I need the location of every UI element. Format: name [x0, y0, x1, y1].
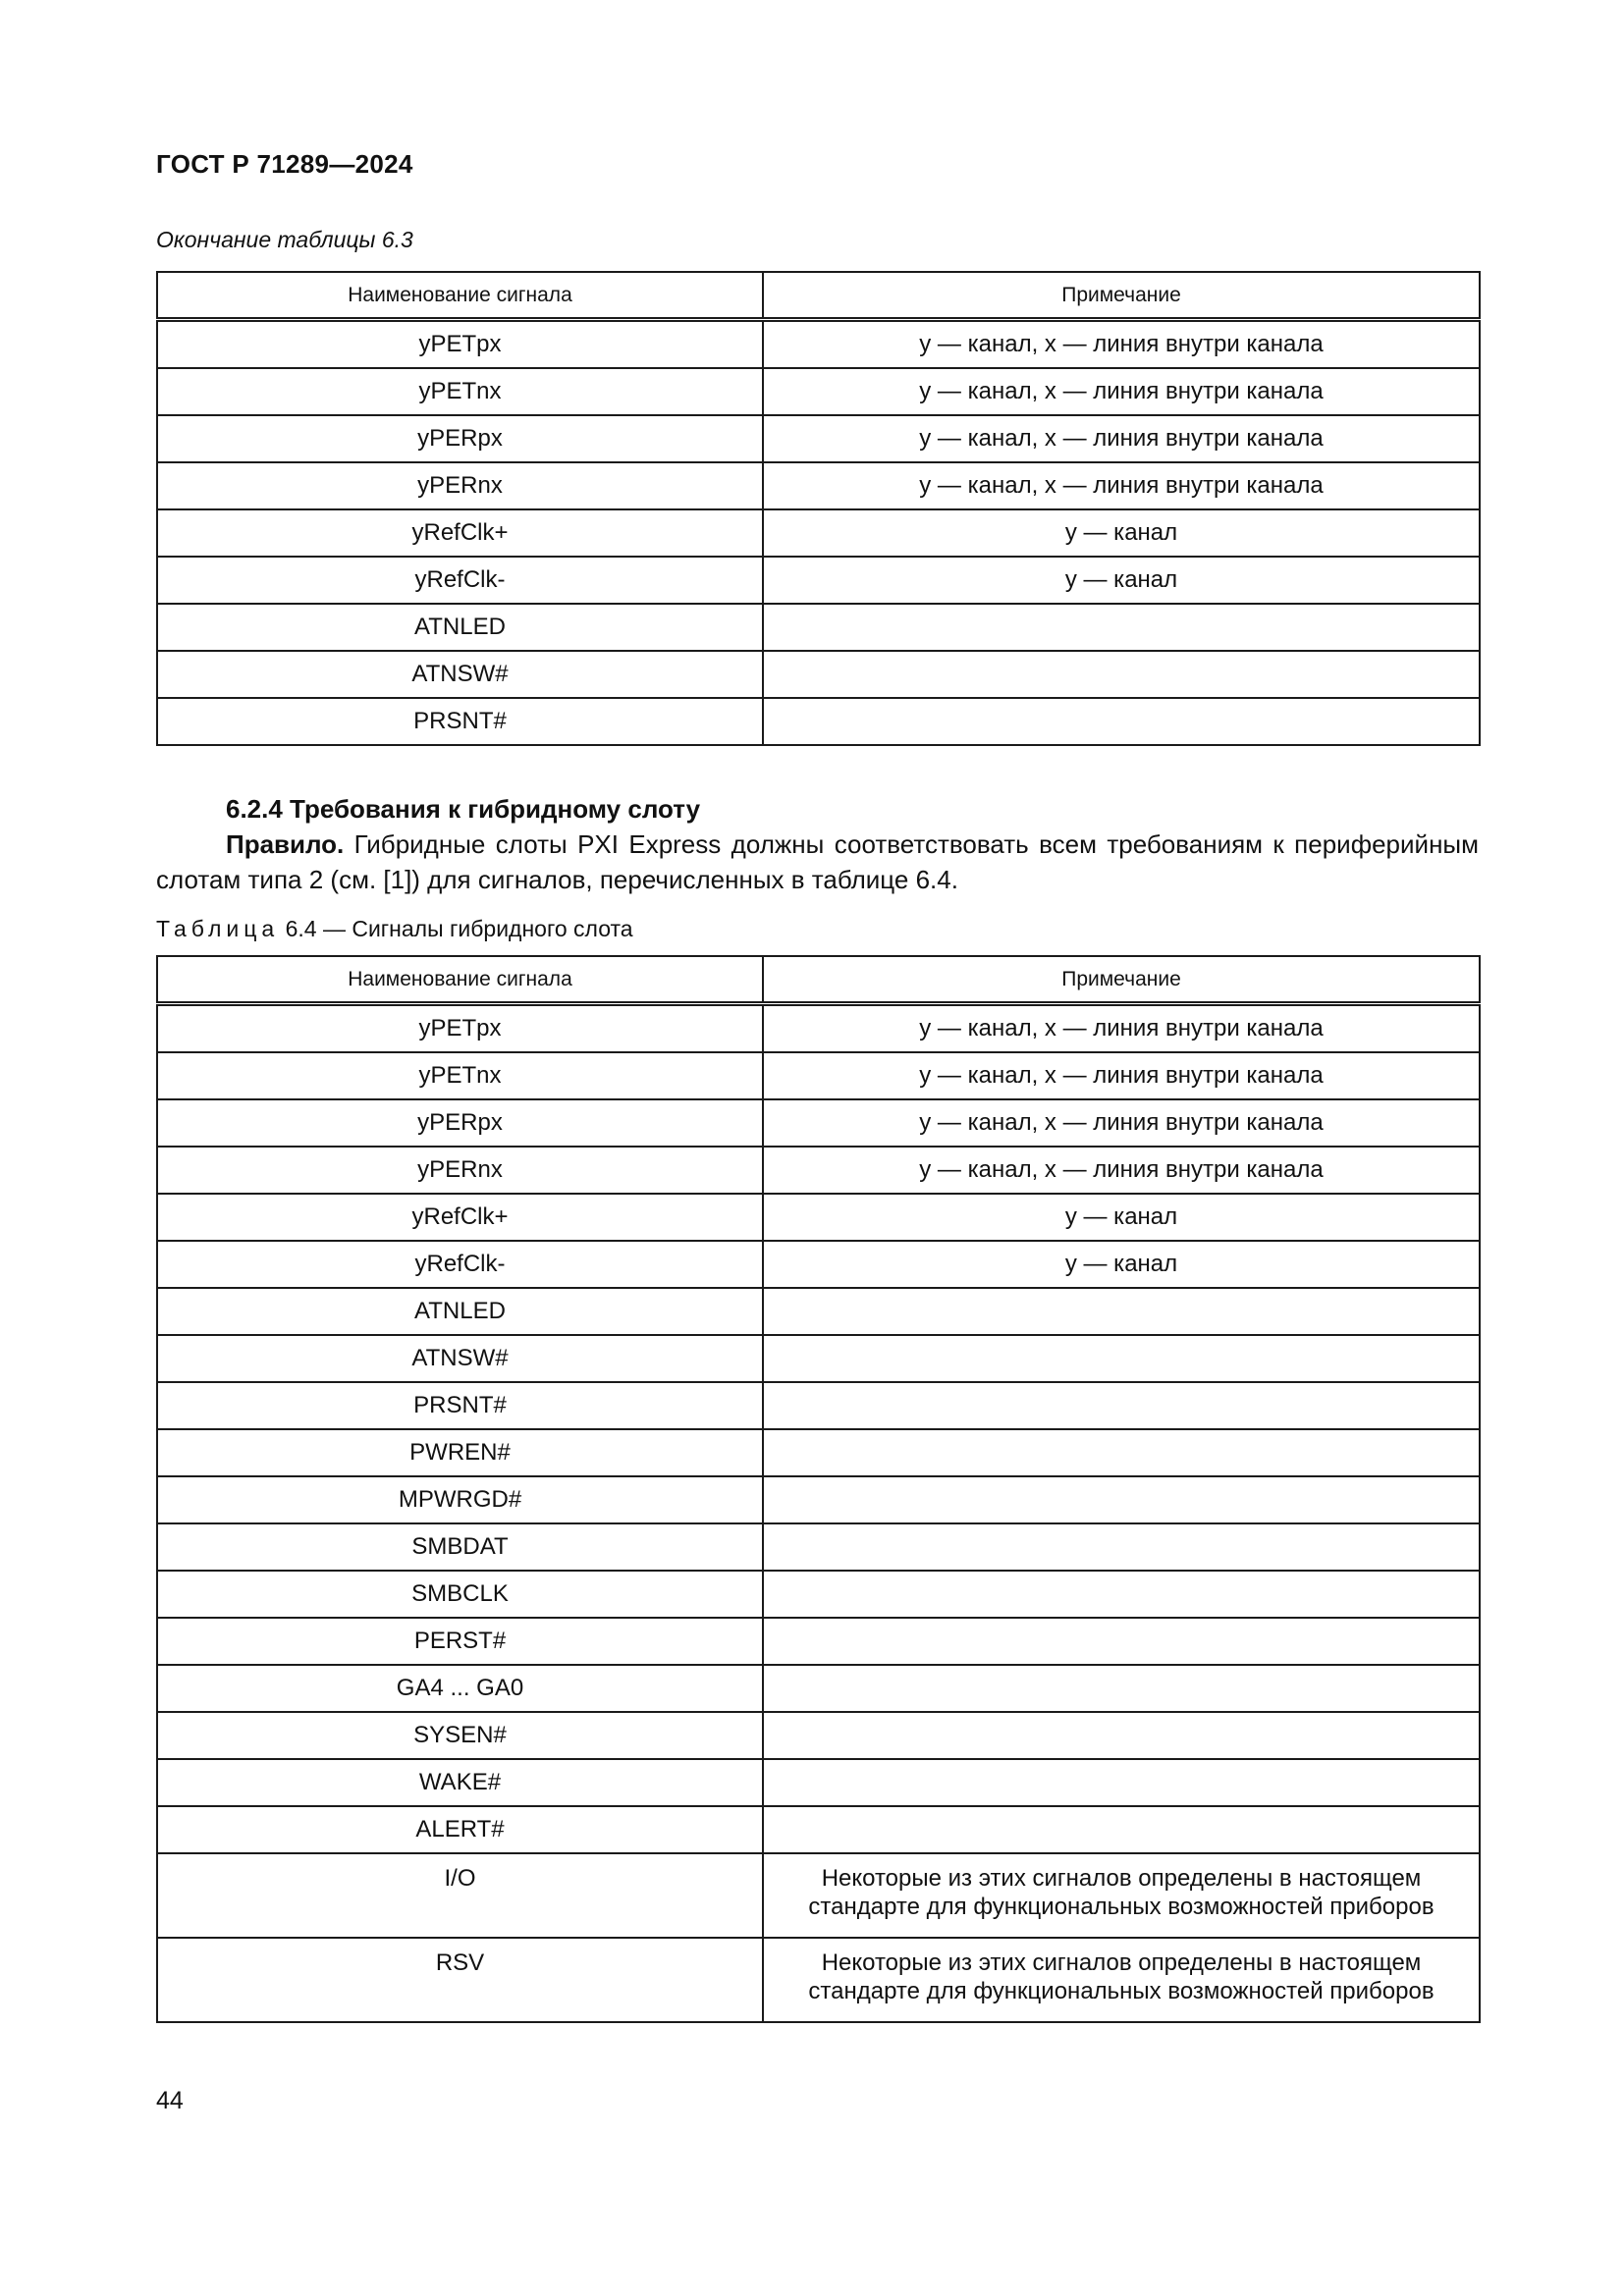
table-row — [157, 1853, 1480, 1938]
table-row — [157, 1004, 1480, 1053]
signal-name-cell: yPETpx — [157, 1004, 763, 1053]
signal-name-cell: ATNLED — [157, 604, 763, 651]
rule-label: Правило. — [226, 829, 345, 859]
table-row — [157, 604, 1480, 651]
note-cell: y — канал, x — линия внутри канала — [763, 415, 1480, 462]
signal-name-cell: MPWRGD# — [157, 1476, 763, 1523]
table-row — [157, 368, 1480, 415]
note-cell — [763, 1618, 1480, 1665]
note-cell: y — канал, x — линия внутри канала — [763, 368, 1480, 415]
signal-name-cell: yPERpx — [157, 415, 763, 462]
signal-name-cell: yPETnx — [157, 1052, 763, 1099]
rule-text: Гибридные слоты PXI Express должны соответствовать всем требованиям к периферийным слотам типа 2 (см. [1]) для сигналов, перечисленных в таблице 6.4. — [156, 829, 1479, 894]
note-cell — [763, 1523, 1480, 1571]
table-row — [157, 509, 1480, 557]
column-header-signal-name: Наименование сигнала — [157, 272, 763, 320]
standard-code-header: ГОСТ Р 71289—2024 — [156, 149, 413, 179]
table-row — [157, 1429, 1480, 1476]
table-row — [157, 1476, 1480, 1523]
table-row — [157, 698, 1480, 745]
note-cell — [763, 604, 1480, 651]
note-cell: y — канал, x — линия внутри канала — [763, 1004, 1480, 1053]
note-cell — [763, 1759, 1480, 1806]
table-row — [157, 1288, 1480, 1335]
signal-name-cell: yPERpx — [157, 1099, 763, 1147]
signal-name-cell: yRefClk- — [157, 557, 763, 604]
signal-name-cell: yRefClk- — [157, 1241, 763, 1288]
note-cell: y — канал — [763, 557, 1480, 604]
table-row — [157, 1938, 1480, 2022]
table-6-4 — [156, 955, 1481, 2023]
note-cell — [763, 651, 1480, 698]
note-cell: y — канал, x — линия внутри канала — [763, 1147, 1480, 1194]
table-row — [157, 1194, 1480, 1241]
signal-name-cell: yPERnx — [157, 1147, 763, 1194]
note-cell: Некоторые из этих сигналов определены в настоящем стандарте для функциональных возможностей приборов — [763, 1853, 1480, 1938]
signal-name-cell: yPETpx — [157, 320, 763, 369]
signal-name-cell: ATNSW# — [157, 1335, 763, 1382]
note-cell — [763, 1382, 1480, 1429]
note-cell: y — канал — [763, 1241, 1480, 1288]
signal-name-cell: ATNSW# — [157, 651, 763, 698]
table-row — [157, 1052, 1480, 1099]
signal-name-cell: yPETnx — [157, 368, 763, 415]
signal-name-cell: ALERT# — [157, 1806, 763, 1853]
table-6-4-caption — [156, 916, 633, 942]
table-header-row — [157, 272, 1480, 320]
table-row — [157, 1712, 1480, 1759]
table-row — [157, 557, 1480, 604]
table-row — [157, 651, 1480, 698]
table-row — [157, 1335, 1480, 1382]
note-cell — [763, 1335, 1480, 1382]
signal-name-cell: yRefClk+ — [157, 1194, 763, 1241]
page-number: 44 — [156, 2087, 184, 2114]
note-cell — [763, 1571, 1480, 1618]
note-cell — [763, 1712, 1480, 1759]
note-cell — [763, 1806, 1480, 1853]
column-header-note: Примечание — [763, 272, 1480, 320]
table-row — [157, 1241, 1480, 1288]
signal-name-cell: PRSNT# — [157, 698, 763, 745]
signal-name-cell: PERST# — [157, 1618, 763, 1665]
column-header-signal-name: Наименование сигнала — [157, 956, 763, 1004]
signal-name-cell: PRSNT# — [157, 1382, 763, 1429]
rule-paragraph — [156, 827, 1479, 897]
signal-name-cell: PWREN# — [157, 1429, 763, 1476]
note-cell: y — канал, x — линия внутри канала — [763, 462, 1480, 509]
table-row — [157, 320, 1480, 369]
table-row — [157, 415, 1480, 462]
signal-name-cell: WAKE# — [157, 1759, 763, 1806]
note-cell — [763, 1288, 1480, 1335]
table-row — [157, 1523, 1480, 1571]
table-header-row — [157, 956, 1480, 1004]
signal-name-cell: yPERnx — [157, 462, 763, 509]
signal-name-cell: GA4 ... GA0 — [157, 1665, 763, 1712]
signal-name-cell: I/O — [157, 1853, 763, 1938]
column-header-note: Примечание — [763, 956, 1480, 1004]
signal-name-cell: RSV — [157, 1938, 763, 2022]
table-caption-title: 6.4 — Сигналы гибридного слота — [279, 916, 633, 941]
signal-name-cell: SMBDAT — [157, 1523, 763, 1571]
signal-name-cell: SYSEN# — [157, 1712, 763, 1759]
section-heading: 6.2.4 Требования к гибридному слоту — [226, 794, 701, 824]
note-cell — [763, 1665, 1480, 1712]
table-row — [157, 1665, 1480, 1712]
note-cell: y — канал, x — линия внутри канала — [763, 1099, 1480, 1147]
note-cell — [763, 1429, 1480, 1476]
note-cell: y — канал — [763, 1194, 1480, 1241]
table-row — [157, 462, 1480, 509]
note-cell — [763, 1476, 1480, 1523]
note-cell: y — канал, x — линия внутри канала — [763, 320, 1480, 369]
signal-name-cell: ATNLED — [157, 1288, 763, 1335]
table-row — [157, 1806, 1480, 1853]
table-row — [157, 1571, 1480, 1618]
table-caption-word: Таблица — [156, 916, 280, 941]
table-row — [157, 1147, 1480, 1194]
table-row — [157, 1382, 1480, 1429]
note-cell: y — канал, x — линия внутри канала — [763, 1052, 1480, 1099]
note-cell: Некоторые из этих сигналов определены в настоящем стандарте для функциональных возможностей приборов — [763, 1938, 1480, 2022]
table-row — [157, 1099, 1480, 1147]
note-cell: y — канал — [763, 509, 1480, 557]
note-cell — [763, 698, 1480, 745]
signal-name-cell: yRefClk+ — [157, 509, 763, 557]
table-6-3-continuation-caption: Окончание таблицы 6.3 — [156, 227, 413, 252]
table-row — [157, 1618, 1480, 1665]
table-row — [157, 1759, 1480, 1806]
signal-name-cell: SMBCLK — [157, 1571, 763, 1618]
table-6-3 — [156, 271, 1481, 746]
